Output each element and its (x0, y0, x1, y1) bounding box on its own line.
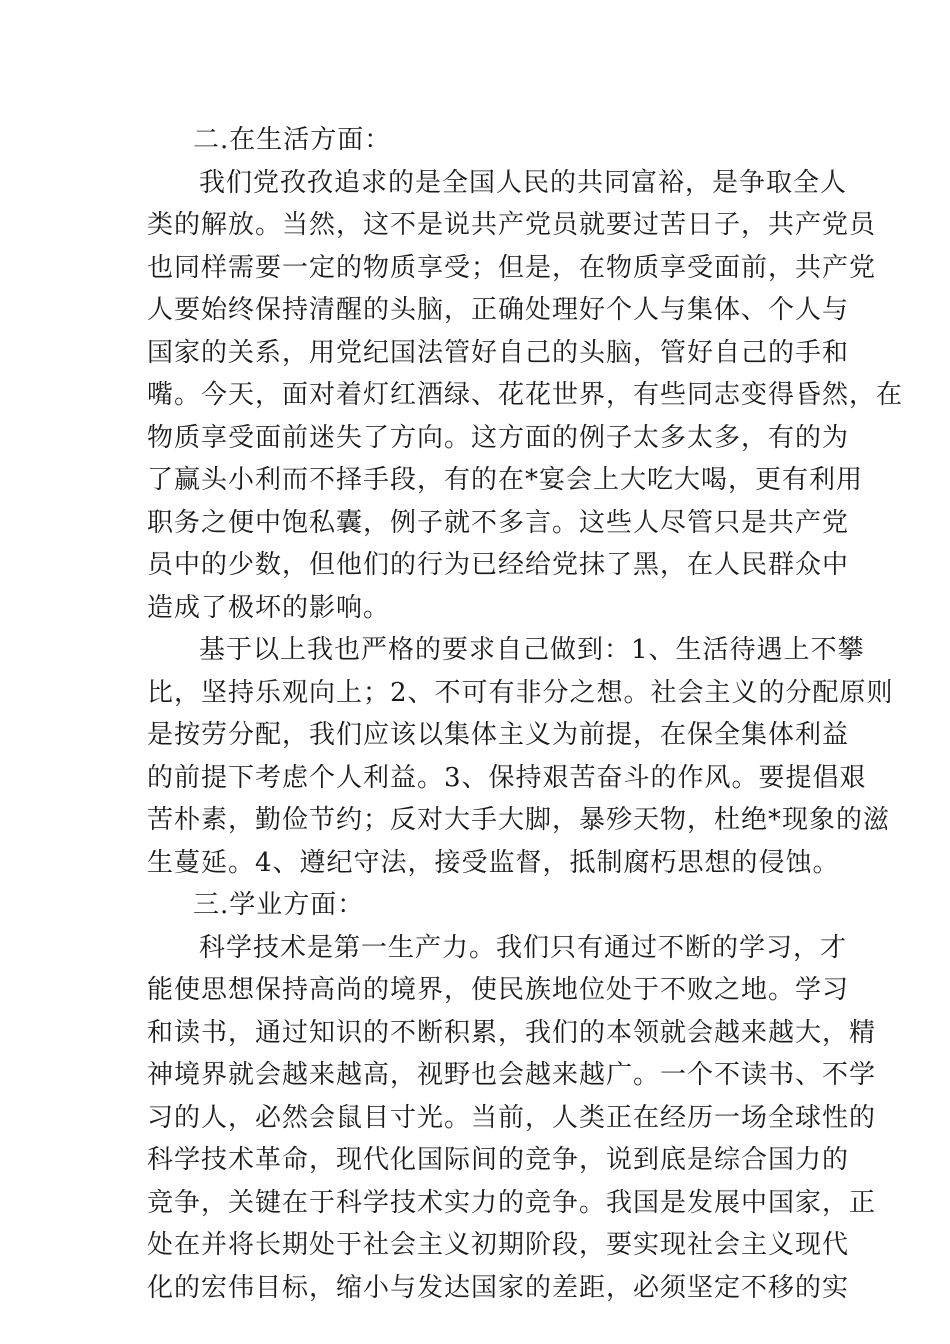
document-body (147, 119, 904, 1309)
paragraph-line: 竞争，关键在于科学技术实力的竞争。我国是发展中国家，正 (147, 1187, 877, 1218)
paragraph-line: 人要始终保持清醒的头脑，正确处理好个人与集体、个人与 (147, 295, 850, 325)
paragraph-line: 也同样需要一定的物质享受；但是，在物质享受面前，共产党 (147, 252, 877, 283)
section-heading-study: 三.学业方面： (193, 890, 365, 920)
paragraph-line: 基于以上我也严格的要求自己做到：1、生活待遇上不攀 (199, 635, 865, 665)
paragraph-line: 处在并将长期处于社会主义初期阶段，要实现社会主义现代 (147, 1230, 850, 1260)
paragraph-line: 员中的少数，但他们的行为已经给党抹了黑，在人民群众中 (147, 550, 850, 580)
paragraph-line: 和读书，通过知识的不断积累，我们的本领就会越来越大，精 (147, 1017, 877, 1048)
paragraph-line: 的前提下考虑个人利益。3、保持艰苦奋斗的作风。要提倡艰 (147, 762, 867, 793)
paragraph-line: 嘴。今天，面对着灯红酒绿、花花世界，有些同志变得昏然，在 (147, 380, 904, 410)
paragraph-line: 国家的关系，用党纪国法管好自己的头脑，管好自己的手和 (147, 337, 850, 368)
section-heading-life: 二.在生活方面： (193, 125, 392, 155)
paragraph-line: 比，坚持乐观向上；2、不可有非分之想。社会主义的分配原则 (147, 677, 894, 708)
paragraph-line: 科学技术革命，现代化国际间的竞争，说到底是综合国力的 (147, 1145, 850, 1175)
paragraph-line: 苦朴素，勤俭节约；反对大手大脚，暴殄天物，杜绝*现象的滋 (147, 805, 891, 835)
paragraph-line: 职务之便中饱私囊，例子就不多言。这些人尽管只是共产党 (147, 507, 850, 538)
paragraph-line: 类的解放。当然，这不是说共产党员就要过苦日子，共产党员 (147, 210, 877, 240)
paragraph-line: 化的宏伟目标，缩小与发达国家的差距，必须坚定不移的实 (147, 1272, 850, 1303)
paragraph-line: 能使思想保持高尚的境界，使民族地位处于不败之地。学习 (147, 975, 850, 1005)
paragraph-line: 习的人，必然会鼠目寸光。当前，人类正在经历一场全球性的 (147, 1102, 877, 1133)
paragraph-line: 了赢头小利而不择手段，有的在*宴会上大吃大喝，更有利用 (147, 465, 864, 495)
paragraph-line: 物质享受面前迷失了方向。这方面的例子太多太多，有的为 (147, 422, 850, 453)
paragraph-line: 造成了极坏的影响。 (147, 592, 391, 623)
paragraph-line: 是按劳分配，我们应该以集体主义为前提，在保全集体利益 (147, 720, 850, 750)
paragraph-line: 我们党孜孜追求的是全国人民的共同富裕，是争取全人 (199, 167, 848, 198)
paragraph-line: 生蔓延。4、遵纪守法，接受监督，抵制腐朽思想的侵蚀。 (147, 847, 840, 878)
paragraph-line: 科学技术是第一生产力。我们只有通过不断的学习，才 (199, 932, 848, 963)
paragraph-line: 神境界就会越来越高，视野也会越来越广。一个不读书、不学 (147, 1060, 877, 1090)
